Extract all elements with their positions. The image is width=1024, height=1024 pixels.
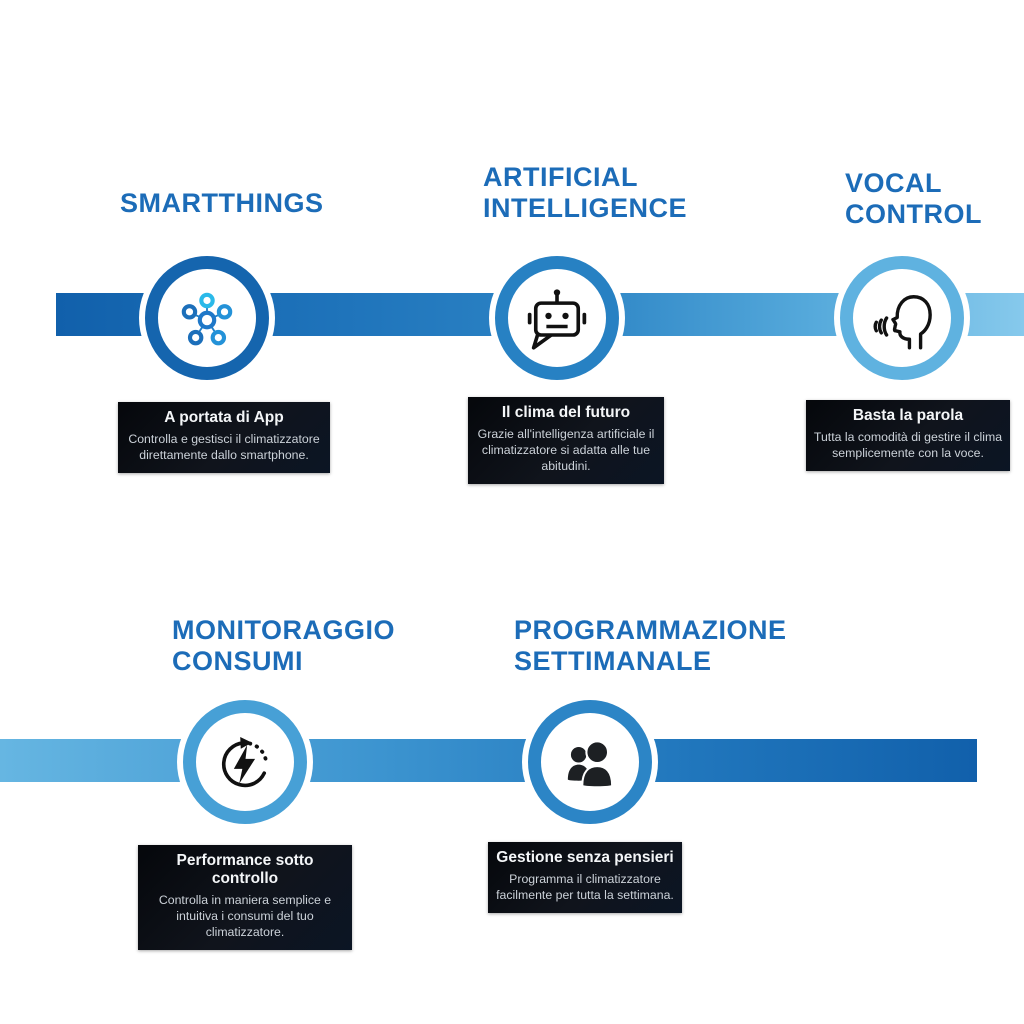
feature-card-artificial-intelligence bbox=[468, 397, 664, 484]
card-title: Gestione senza pensieri bbox=[496, 849, 674, 866]
feature-card-programmazione bbox=[488, 842, 682, 913]
smartthings-network-icon bbox=[174, 285, 240, 351]
card-body: Tutta la comodità di gestire il clima semplicemente con la voce. bbox=[813, 430, 1003, 460]
card-title: Performance sotto controllo bbox=[176, 852, 314, 887]
chatbot-robot-icon bbox=[523, 284, 591, 352]
card-body: Controlla e gestisci il climatizzatore direttamente dallo smartphone. bbox=[128, 432, 320, 462]
feature-node-monitoraggio bbox=[183, 700, 307, 824]
feature-card-smartthings bbox=[118, 402, 330, 473]
card-body: Controlla in maniera semplice e intuitiva i consumi del tuo climatizzatore. bbox=[158, 893, 332, 939]
feature-node-programmazione bbox=[528, 700, 652, 824]
feature-node-vocal-control bbox=[840, 256, 964, 380]
feature-node-artificial-intelligence bbox=[495, 256, 619, 380]
feature-node-smartthings bbox=[145, 256, 269, 380]
feature-title-vocal-control: VOCAL CONTROL bbox=[845, 168, 982, 229]
card-title: Basta la parola bbox=[852, 407, 964, 424]
feature-title-artificial-intelligence: ARTIFICIAL INTELLIGENCE bbox=[483, 162, 688, 223]
card-title: A portata di App bbox=[164, 409, 284, 426]
feature-card-monitoraggio bbox=[138, 845, 352, 950]
speaking-head-icon bbox=[868, 284, 936, 352]
card-body: Grazie all'intelligenza artificiale il climatizzatore si adatta alle tue abitudini. bbox=[477, 427, 655, 473]
feature-title-smartthings: SMARTTHINGS bbox=[120, 188, 324, 218]
card-body: Programma il climatizzatore facilmente per tutta la settimana. bbox=[496, 872, 674, 902]
feature-title-monitoraggio-consumi: MONITORAGGIO CONSUMI bbox=[172, 615, 396, 676]
feature-card-vocal-control bbox=[806, 400, 1010, 471]
timeline-bar-bottom bbox=[0, 739, 977, 782]
feature-title-programmazione-settimanale: PROGRAMMAZIONE SETTIMANALE bbox=[514, 615, 787, 676]
energy-cycle-icon bbox=[211, 728, 279, 796]
people-group-icon bbox=[557, 729, 623, 795]
card-title: Il clima del futuro bbox=[501, 404, 631, 421]
